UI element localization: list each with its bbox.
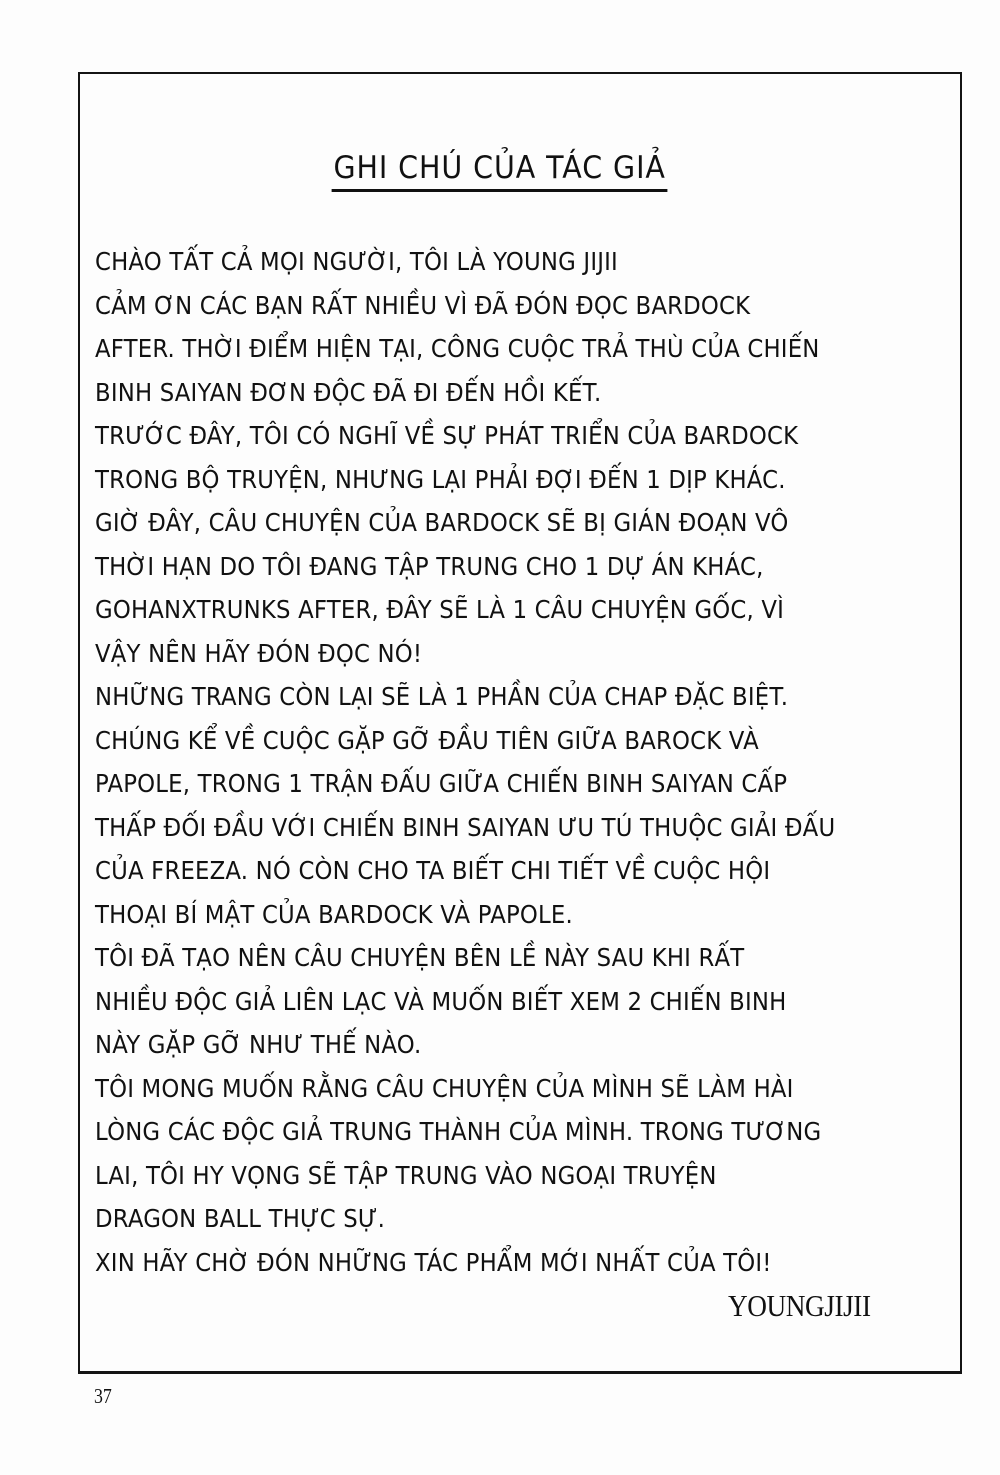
note-line: LÒNG CÁC ĐỘC GIẢ TRUNG THÀNH CỦA MÌNH. TRONG TƯƠNG bbox=[95, 1117, 822, 1146]
note-line: THẤP ĐỐI ĐẦU VỚI CHIẾN BINH SAIYAN ƯU TÚ THUỘC GIẢI ĐẤU bbox=[95, 812, 836, 842]
note-line: TRƯỚC ĐÂY, TÔI CÓ NGHĨ VỀ SỰ PHÁT TRIỂN CỦA BARDOCK bbox=[95, 421, 799, 450]
note-line: PAPOLE, TRONG 1 TRẬN ĐẤU GIỮA CHIẾN BINH SAIYAN CẤP bbox=[95, 769, 788, 798]
note-line: VẬY NÊN HÃY ĐÓN ĐỌC NÓ! bbox=[95, 638, 423, 668]
page-title-text: GHI CHÚ CỦA TÁC GIẢ bbox=[332, 148, 668, 192]
note-line: LAI, TÔI HY VỌNG SẼ TẬP TRUNG VÀO NGOẠI TRUYỆN bbox=[95, 1160, 717, 1190]
note-line: BINH SAIYAN ĐƠN ĐỘC ĐÃ ĐI ĐẾN HỒI KẾT. bbox=[95, 377, 602, 407]
note-line: THOẠI BÍ MẬT CỦA BARDOCK VÀ PAPOLE. bbox=[95, 899, 573, 929]
note-line: TÔI MONG MUỐN RẰNG CÂU CHUYỆN CỦA MÌNH SẼ LÀM HÀI bbox=[95, 1073, 794, 1103]
note-line: GIỜ ĐÂY, CÂU CHUYỆN CỦA BARDOCK SẼ BỊ GIÁN ĐOẠN VÔ bbox=[95, 508, 789, 537]
note-line: DRAGON BALL THỰC SỰ. bbox=[95, 1204, 386, 1233]
note-line: CỦA FREEZA. NÓ CÒN CHO TA BIẾT CHI TIẾT VỀ CUỘC HỘI bbox=[95, 856, 771, 885]
note-line: CHÚNG KỂ VỀ CUỘC GẶP GỠ ĐẦU TIÊN GIỮA BAROCK VÀ bbox=[95, 725, 759, 755]
note-line: GOHANXTRUNKS AFTER, ĐÂY SẼ LÀ 1 CÂU CHUYỆN GỐC, VÌ bbox=[95, 595, 785, 624]
note-line: CHÀO TẤT CẢ MỌI NGƯỜI, TÔI LÀ YOUNG JIJII bbox=[95, 247, 618, 276]
note-line: CẢM ƠN CÁC BẠN RẤT NHIỀU VÌ ĐÃ ĐÓN ĐỌC BARDOCK bbox=[95, 290, 751, 320]
note-line: AFTER. THỜI ĐIỂM HIỆN TẠI, CÔNG CUỘC TRẢ THÙ CỦA CHIẾN bbox=[95, 334, 820, 363]
note-line: NHỮNG TRANG CÒN LẠI SẼ LÀ 1 PHẦN CỦA CHAP ĐẶC BIỆT. bbox=[95, 682, 789, 711]
page-number: 37 bbox=[94, 1384, 112, 1408]
author-signature: YOUNGJIJII bbox=[728, 1288, 871, 1323]
page-title bbox=[0, 148, 1000, 192]
note-body bbox=[95, 240, 955, 1284]
note-line: TÔI ĐÃ TẠO NÊN CÂU CHUYỆN BÊN LỀ NÀY SAU KHI RẤT bbox=[95, 943, 745, 972]
note-line: NHIỀU ĐỘC GIẢ LIÊN LẠC VÀ MUỐN BIẾT XEM 2 CHIẾN BINH bbox=[95, 986, 787, 1016]
note-line: XIN HÃY CHỜ ĐÓN NHỮNG TÁC PHẨM MỚI NHẤT CỦA TÔI! bbox=[95, 1247, 772, 1277]
note-line: THỜI HẠN DO TÔI ĐANG TẬP TRUNG CHO 1 DỰ ÁN KHÁC, bbox=[95, 551, 764, 581]
note-line: NÀY GẶP GỠ NHƯ THẾ NÀO. bbox=[95, 1030, 422, 1059]
note-line: TRONG BỘ TRUYỆN, NHƯNG LẠI PHẢI ĐỢI ĐẾN 1 DỊP KHÁC. bbox=[95, 464, 786, 494]
